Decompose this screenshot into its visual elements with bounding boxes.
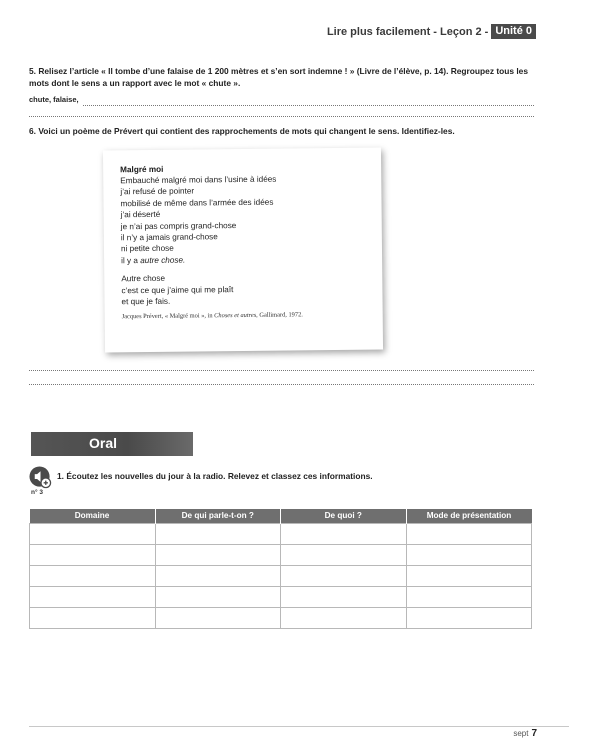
poem-line: mobilisé de même dans l’armée des idées bbox=[120, 197, 274, 209]
unit-badge: Unité 0 bbox=[491, 24, 536, 39]
table-cell[interactable] bbox=[406, 565, 532, 586]
source-publisher: , Gallimard, 1972. bbox=[256, 311, 303, 320]
exercise-5-instruction bbox=[29, 66, 534, 89]
table-cell[interactable] bbox=[30, 565, 156, 586]
exercise-5-answer-row bbox=[29, 94, 534, 106]
audio-track-label: n° 3 bbox=[31, 489, 43, 496]
source-author: Jacques Prévert, « Malgré moi », in bbox=[121, 312, 215, 321]
table-cell[interactable] bbox=[155, 586, 281, 607]
table-row bbox=[30, 544, 532, 565]
page-number-digit: 7 bbox=[531, 728, 537, 739]
table-cell[interactable] bbox=[30, 523, 156, 544]
column-header-de-qui: De qui parle-t-on ? bbox=[155, 509, 281, 523]
table-header-row bbox=[30, 509, 532, 523]
poem-line-prefix: il y a bbox=[121, 255, 141, 266]
column-header-de-quoi: De quoi ? bbox=[281, 509, 407, 523]
answer-line[interactable] bbox=[29, 116, 534, 117]
table-cell[interactable] bbox=[155, 544, 281, 565]
table-cell[interactable] bbox=[30, 544, 156, 565]
table-cell[interactable] bbox=[281, 544, 407, 565]
poem-source bbox=[122, 311, 367, 321]
exercise-5-text: Relisez l’article « Il tombe d’une falaise de 1 200 mètres et s’en sort indemne ! » (Livre de l’élève, p. 14). Regroupez tous les mots dont le sens a un rapport avec le mot « chute ». bbox=[29, 66, 528, 88]
table-cell[interactable] bbox=[281, 607, 407, 628]
oral-section-banner bbox=[31, 432, 193, 456]
table-row bbox=[30, 565, 532, 586]
page-number-word: sept bbox=[513, 729, 529, 738]
poem-line: je n’ai pas compris grand-chose bbox=[120, 220, 237, 231]
column-header-mode: Mode de présentation bbox=[406, 509, 532, 523]
audio-icon[interactable] bbox=[29, 466, 52, 489]
poem-line: Autre chose bbox=[121, 274, 166, 284]
exercise-5-prefill: chute, falaise, bbox=[29, 95, 79, 104]
poem-line: ni petite chose bbox=[120, 244, 174, 254]
poem-line: j’ai déserté bbox=[120, 210, 161, 220]
source-book: Choses et autres bbox=[214, 312, 257, 320]
oral-exercise-1 bbox=[57, 471, 527, 481]
exercise-5 bbox=[29, 66, 534, 106]
table-cell[interactable] bbox=[155, 523, 281, 544]
oral-section-title: Oral bbox=[89, 435, 118, 451]
poem-line: c’est ce que j’aime qui me plaît bbox=[121, 284, 234, 295]
table-cell[interactable] bbox=[406, 607, 532, 628]
column-header-domaine: Domaine bbox=[30, 509, 156, 523]
table-cell[interactable] bbox=[30, 607, 156, 628]
poem-card bbox=[103, 148, 383, 353]
table-cell[interactable] bbox=[406, 523, 532, 544]
table-row bbox=[30, 586, 532, 607]
exercise-6-text: Voici un poème de Prévert qui contient des rapprochements de mots qui changent le sens. Identifiez-les. bbox=[38, 126, 455, 136]
poem-title: Malgré moi bbox=[120, 164, 164, 175]
oral-exercise-1-text: Écoutez les nouvelles du jour à la radio. Relevez et classez ces informations. bbox=[66, 471, 373, 481]
poem-line: Embauché malgré moi dans l’usine à idées bbox=[120, 174, 277, 186]
poem-line: j’ai refusé de pointer bbox=[120, 186, 195, 197]
answer-line[interactable] bbox=[29, 370, 534, 371]
answer-line[interactable] bbox=[83, 98, 534, 106]
table-cell[interactable] bbox=[406, 544, 532, 565]
poem-line: et que je fais. bbox=[121, 296, 171, 307]
poem-line: il n’y a jamais grand-chose bbox=[120, 232, 218, 243]
page-number bbox=[513, 728, 537, 739]
table-cell[interactable] bbox=[155, 607, 281, 628]
table-cell[interactable] bbox=[155, 565, 281, 586]
exercise-5-number: 5. bbox=[29, 66, 36, 76]
table-cell[interactable] bbox=[281, 586, 407, 607]
footer-divider bbox=[29, 726, 569, 727]
poem-line-emphasis: autre chose. bbox=[140, 255, 186, 265]
exercise-6 bbox=[29, 126, 534, 137]
table-cell[interactable] bbox=[406, 586, 532, 607]
exercise-6-number: 6. bbox=[29, 126, 36, 136]
table-cell[interactable] bbox=[281, 523, 407, 544]
table-row bbox=[30, 523, 532, 544]
information-table bbox=[29, 509, 532, 629]
table-cell[interactable] bbox=[30, 586, 156, 607]
page-header bbox=[327, 24, 536, 39]
table-row bbox=[30, 607, 532, 628]
table-cell[interactable] bbox=[281, 565, 407, 586]
answer-line[interactable] bbox=[29, 384, 534, 385]
header-title: Lire plus facilement - Leçon 2 - bbox=[326, 25, 489, 38]
oral-exercise-1-number: 1. bbox=[57, 471, 64, 481]
